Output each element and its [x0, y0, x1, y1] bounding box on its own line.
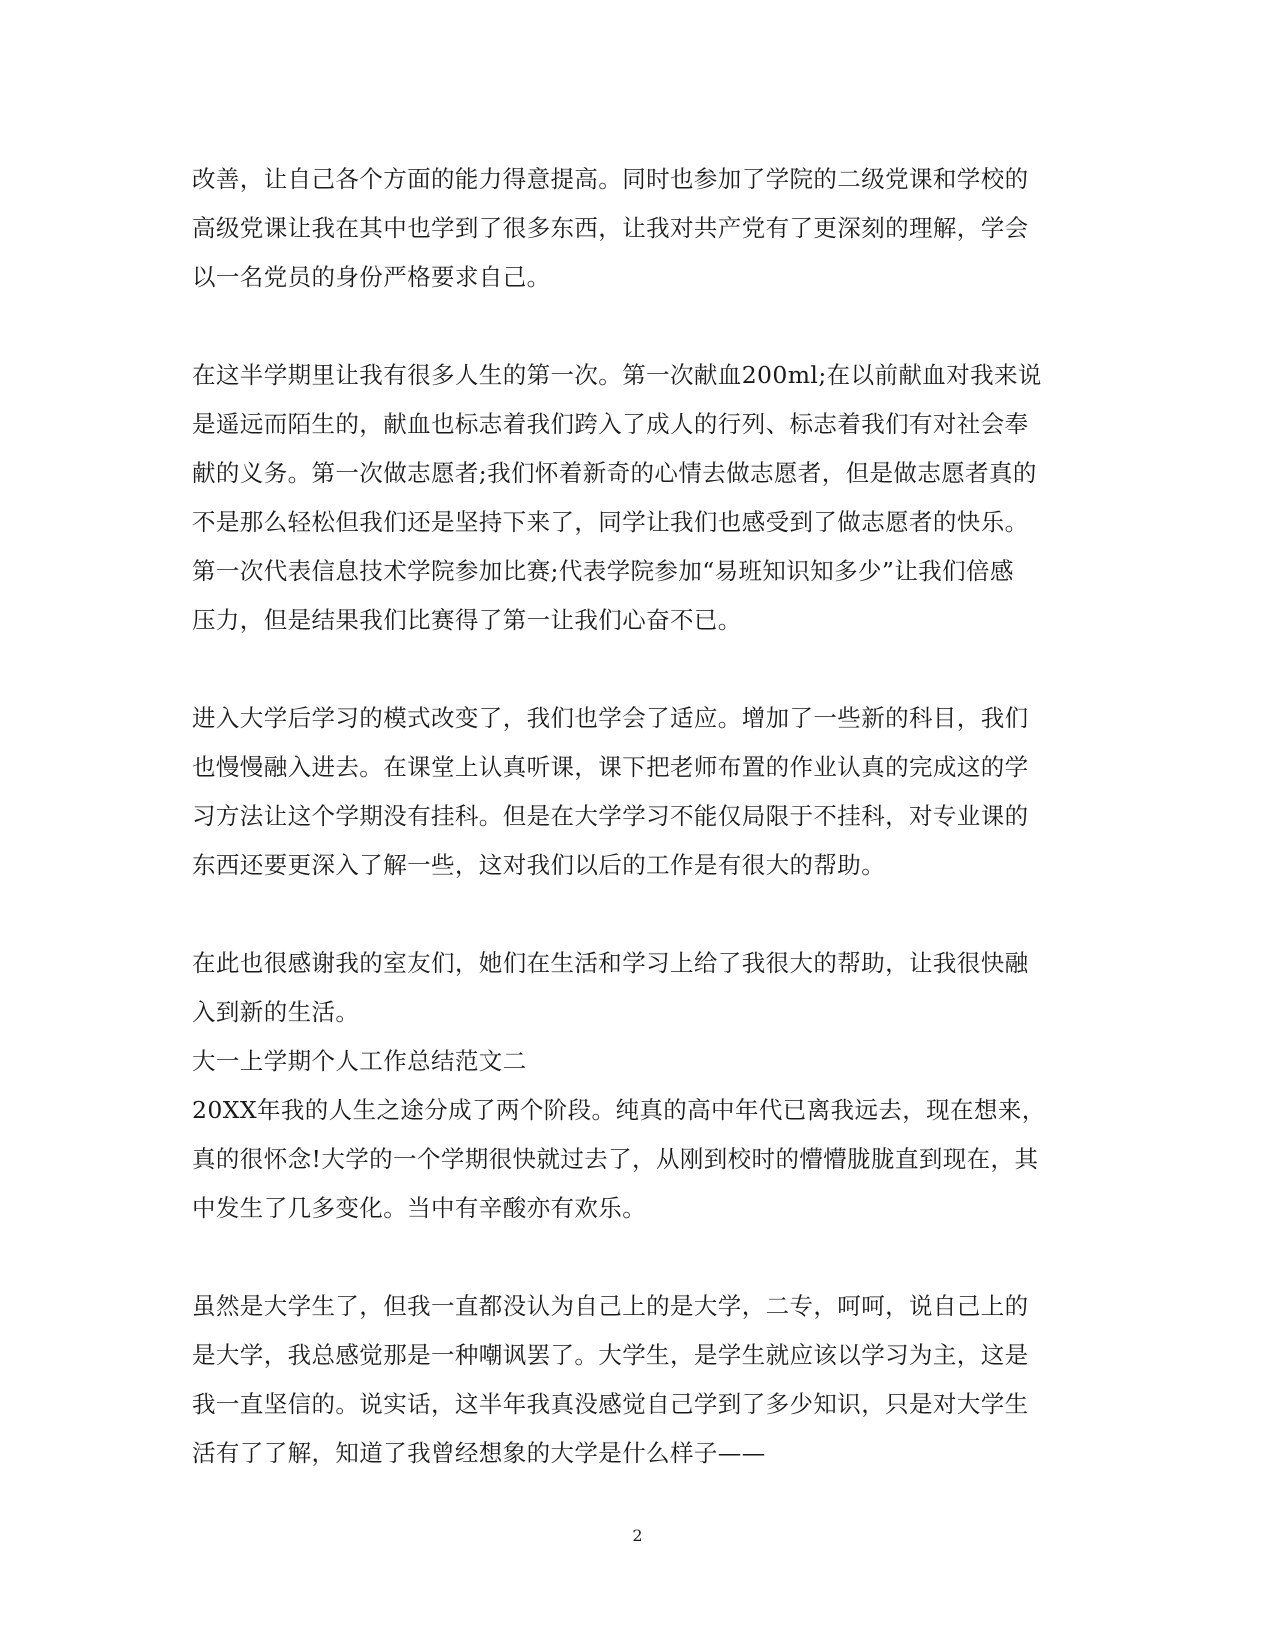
text-line: 20XX年我的人生之途分成了两个阶段。纯真的高中年代已离我远去，现在想来，: [192, 1096, 1046, 1124]
text-line: 虽然是大学生了，但我一直都没认为自己上的是大学，二专，呵呵，说自己上的: [192, 1292, 1029, 1320]
text-line: 东西还要更深入了解一些，这对我们以后的工作是有很大的帮助。: [192, 851, 886, 879]
paragraph-roommates: [192, 939, 1077, 1037]
text-line: 我一直坚信的。说实话，这半年我真没感觉自己学到了多少知识，只是对大学生: [192, 1390, 1029, 1418]
paragraph-two-stages: [192, 1086, 1077, 1233]
text-line: 是大学，我总感觉那是一种嘲讽罢了。大学生，是学生就应该以学习为主，这是: [192, 1341, 1029, 1369]
paragraph-study-mode: [192, 694, 1077, 890]
text-line: 习方法让这个学期没有挂科。但是在大学学习不能仅局限于不挂科，对专业课的: [192, 802, 1029, 830]
text-line: 改善，让自己各个方面的能力得意提高。同时也参加了学院的二级党课和学校的: [192, 165, 1029, 193]
section-heading: [192, 1037, 1077, 1086]
body-text: [192, 155, 1077, 1478]
text-line: 高级党课让我在其中也学到了很多东西，让我对共产党有了更深刻的理解，学会: [192, 214, 1029, 242]
text-line: 压力，但是结果我们比赛得了第一让我们心奋不已。: [192, 606, 742, 634]
paragraph-college-student: [192, 1282, 1077, 1478]
text-line: 活有了了解，知道了我曾经想象的大学是什么样子——: [192, 1439, 766, 1467]
text-line: 进入大学后学习的模式改变了，我们也学会了适应。增加了一些新的科目，我们: [192, 704, 1029, 732]
paragraph-party-course: [192, 155, 1077, 302]
text-line: 中发生了几多变化。当中有辛酸亦有欢乐。: [192, 1194, 647, 1222]
text-line: 不是那么轻松但我们还是坚持下来了，同学让我们也感受到了做志愿者的快乐。: [192, 508, 1029, 536]
text-line: 真的很怀念!大学的一个学期很快就过去了，从刚到校时的懵懵胧胧直到现在，其: [192, 1145, 1039, 1173]
text-line: 第一次代表信息技术学院参加比赛;代表学院参加“易班知识知多少”让我们倍感: [192, 557, 1014, 585]
paragraph-first-times: [192, 351, 1077, 645]
text-line: 是遥远而陌生的，献血也标志着我们跨入了成人的行列、标志着我们有对社会奉: [192, 410, 1029, 438]
text-line: 也慢慢融入进去。在课堂上认真听课，课下把老师布置的作业认真的完成这的学: [192, 753, 1029, 781]
text-line: 以一名党员的身份严格要求自己。: [192, 263, 551, 291]
text-line: 献的义务。第一次做志愿者;我们怀着新奇的心情去做志愿者，但是做志愿者真的: [192, 459, 1037, 487]
text-line: 在这半学期里让我有很多人生的第一次。第一次献血200ml;在以前献血对我来说: [192, 361, 1042, 389]
text-line: 入到新的生活。: [192, 998, 360, 1026]
page-number: 2: [632, 1526, 643, 1545]
heading-line: 大一上学期个人工作总结范文二: [192, 1047, 527, 1075]
text-line: 在此也很感谢我的室友们，她们在生活和学习上给了我很大的帮助，让我很快融: [192, 949, 1029, 977]
